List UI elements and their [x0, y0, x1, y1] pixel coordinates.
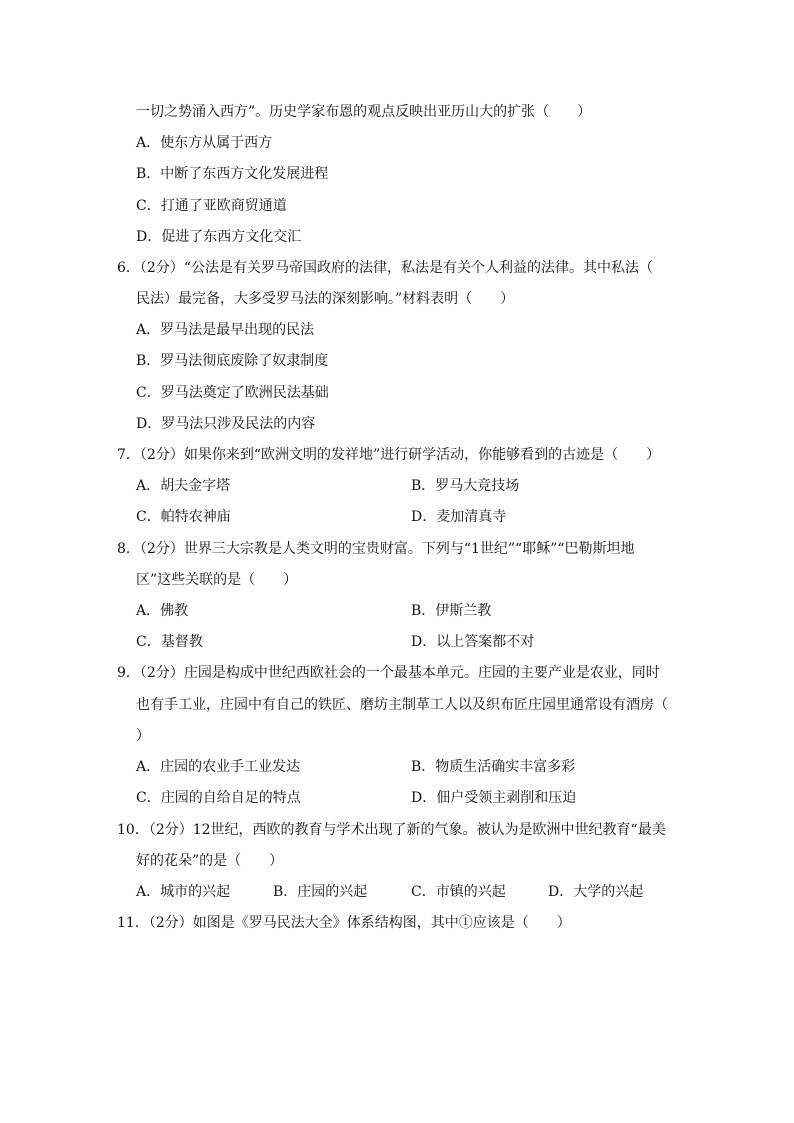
q7-option-b[interactable]: B．罗马大竞技场 — [411, 478, 520, 494]
q7-option-d[interactable]: D．麦加清真寺 — [411, 509, 507, 525]
q6-option-c[interactable]: C．罗马法奠定了欧洲民法基础 — [136, 385, 329, 401]
q8-option-a[interactable]: A．佛教 — [136, 603, 189, 619]
q8-stem-line2: 区”这些关联的是（ ） — [136, 572, 298, 588]
q9-stem-line1: 9．（2分）庄园是构成中世纪西欧社会的一个最基本单元。庄园的主要产业是农业，同时 — [117, 665, 660, 681]
q9-option-b[interactable]: B．物质生活确实丰富多彩 — [411, 759, 576, 775]
q8-option-d[interactable]: D．以上答案都不对 — [411, 634, 535, 650]
q6-option-a[interactable]: A．罗马法是最早出现的民法 — [136, 322, 315, 338]
q5-option-d[interactable]: D．促进了东西方文化交汇 — [136, 229, 302, 245]
q7-option-a[interactable]: A．胡夫金字塔 — [136, 478, 231, 494]
q9-option-d[interactable]: D．佃户受领主剥削和压迫 — [411, 790, 577, 806]
q10-stem-line1: 10．（2分）12世纪，西欧的教育与学术出现了新的气象。被认为是欧洲中世纪教育“最美 — [117, 822, 666, 838]
q5-option-c[interactable]: C．打通了亚欧商贸通道 — [136, 198, 287, 214]
q5-option-b[interactable]: B．中断了东西方文化发展进程 — [136, 166, 329, 182]
q5-option-a[interactable]: A．使东方从属于西方 — [136, 135, 273, 151]
q10-option-c[interactable]: C．市镇的兴起 — [411, 884, 506, 900]
q6-stem-line1: 6．（2分）“公法是有关罗马帝国政府的法律，私法是有关个人利益的法律。其中私法（ — [117, 260, 653, 276]
q9-option-a[interactable]: A．庄园的农业手工业发达 — [136, 759, 301, 775]
q10-option-d[interactable]: D．大学的兴起 — [548, 884, 644, 900]
q10-option-b[interactable]: B．庄园的兴起 — [273, 884, 368, 900]
q6-option-b[interactable]: B．罗马法彻底废除了奴隶制度 — [136, 353, 329, 369]
q7-option-c[interactable]: C．帕特农神庙 — [136, 509, 231, 525]
q8-option-c[interactable]: C．基督教 — [136, 634, 203, 650]
q9-stem-line3: ） — [136, 728, 150, 744]
q10-option-a[interactable]: A．城市的兴起 — [136, 884, 231, 900]
q6-stem-line2: 民法）最完备，大多受罗马法的深刻影响。”材料表明（ ） — [136, 291, 515, 307]
q9-stem-line2: 也有手工业，庄园中有自己的铁匠、磨坊主制革工人以及织布匠庄园里通常设有酒房（ — [136, 697, 668, 713]
q8-stem-line1: 8．（2分）世界三大宗教是人类文明的宝贵财富。下列与“1世纪”“耶稣”“巴勒斯坦地 — [117, 541, 635, 557]
q9-option-c[interactable]: C．庄园的自给自足的特点 — [136, 790, 301, 806]
q10-stem-line2: 好的花朵”的是（ ） — [136, 853, 284, 869]
q8-option-b[interactable]: B．伊斯兰教 — [411, 603, 492, 619]
q6-option-d[interactable]: D．罗马法只涉及民法的内容 — [136, 416, 316, 432]
q11-stem: 11．（2分）如图是《罗马民法大全》体系结构图，其中①应该是（ ） — [117, 915, 571, 931]
q5-continuation: 一切之势涌入西方”。历史学家布恩的观点反映出亚历山大的扩张（ ） — [136, 104, 592, 120]
q7-stem: 7．（2分）如果你来到“欧洲文明的发祥地”进行研学活动，你能够看到的古迹是（ ） — [117, 447, 661, 463]
